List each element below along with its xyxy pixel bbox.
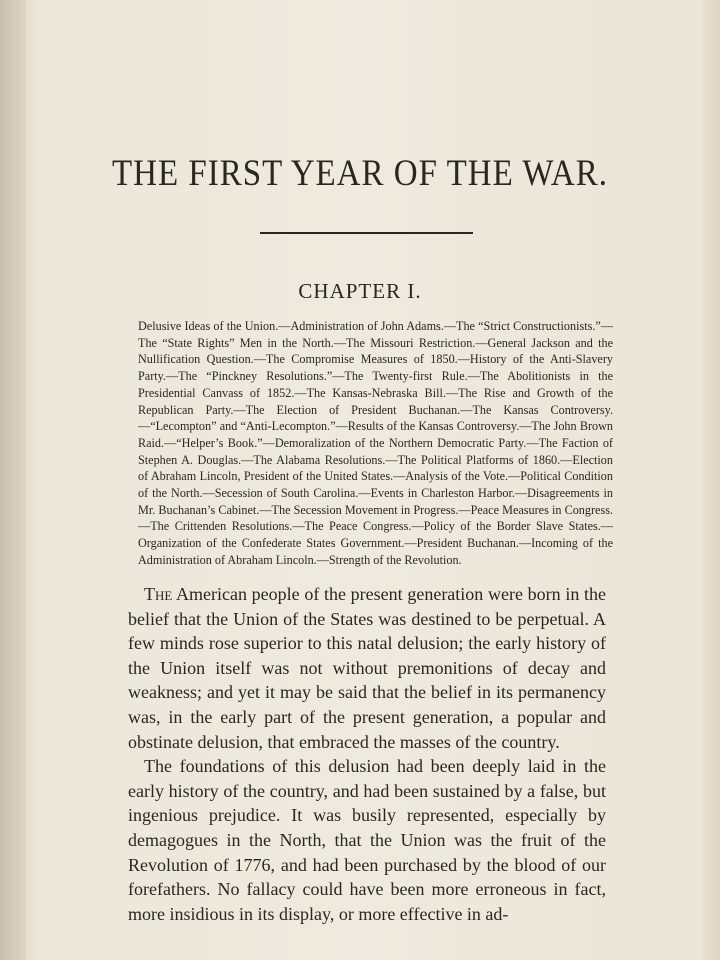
title-divider — [260, 232, 473, 234]
page-title: THE FIRST YEAR OF THE WAR. — [112, 153, 608, 195]
paragraph-1-first-word: The — [144, 584, 173, 604]
paragraph-2: The foundations of this delusion had been deeply laid in the early history of the country, and had been sustained by a false, but ingenious prejudice. It was busily represented, especially by demagogues in the North, that the Union was the fruit of the Revolution of 1776, and had been purchased by the blood of our forefathers. No fallacy could have been more erroneous in fact, more insidious in its display, or more effective in ad- — [128, 756, 606, 924]
synopsis-text: Delusive Ideas of the Union.—Administration of John Adams.—The “Strict Constructionists.”—The “State Rights” Men in the North.—The Missouri Restriction.—General Jackson and the Nullification Question.—The Compromise Measures of 1850.—History of the Anti-Slavery Party.—The “Pinckney Resolutions.”—The Twenty-first Rule.—The Abolitionists in the Presidential Canvass of 1852.—The Kansas-Nebraska Bill.—The Rise and Growth of the Republican Party.—The Election of President Buchanan.—The Kansas Controversy.—“Lecompton” and “Anti-Lecompton.”—Results of the Kansas Controversy.—The John Brown Raid.—“Helper’s Book.”—Demoralization of the Northern Democratic Party.—The Faction of Stephen A. Douglas.—The Alabama Resolutions.—The Political Platforms of 1860.—Election of Abraham Lincoln, President of the United States.—Analysis of the Vote.—Political Condition of the North.—Secession of South Carolina.—Events in Charleston Harbor.—Disagreements in Mr. Buchanan’s Cabinet.—The Secession Movement in Progress.—Peace Measures in Congress.—The Crittenden Resolutions.—The Peace Congress.—Policy of the Border Slave States.—Organization of the Confederate States Government.—President Buchanan.—Incoming of the Administration of Abraham Lincoln.—Strength of the Revolution. — [138, 319, 613, 567]
book-gutter — [0, 0, 26, 960]
paragraph-1 — [128, 582, 606, 754]
paragraph-1-text: American people of the present generation were born in the belief that the Union of the States was destined to be perpetual. A few minds rose superior to this natal delusion; the early history of the Union itself was not without premonitions of decay and weakness; and yet it may be said that the belief in its permanency was, in the early part of the present generation, a popular and obstinate delusion, that embraced the masses of the country. — [128, 584, 606, 752]
body-text — [128, 582, 606, 926]
chapter-synopsis — [138, 318, 613, 569]
chapter-heading: CHAPTER I. — [298, 279, 422, 303]
